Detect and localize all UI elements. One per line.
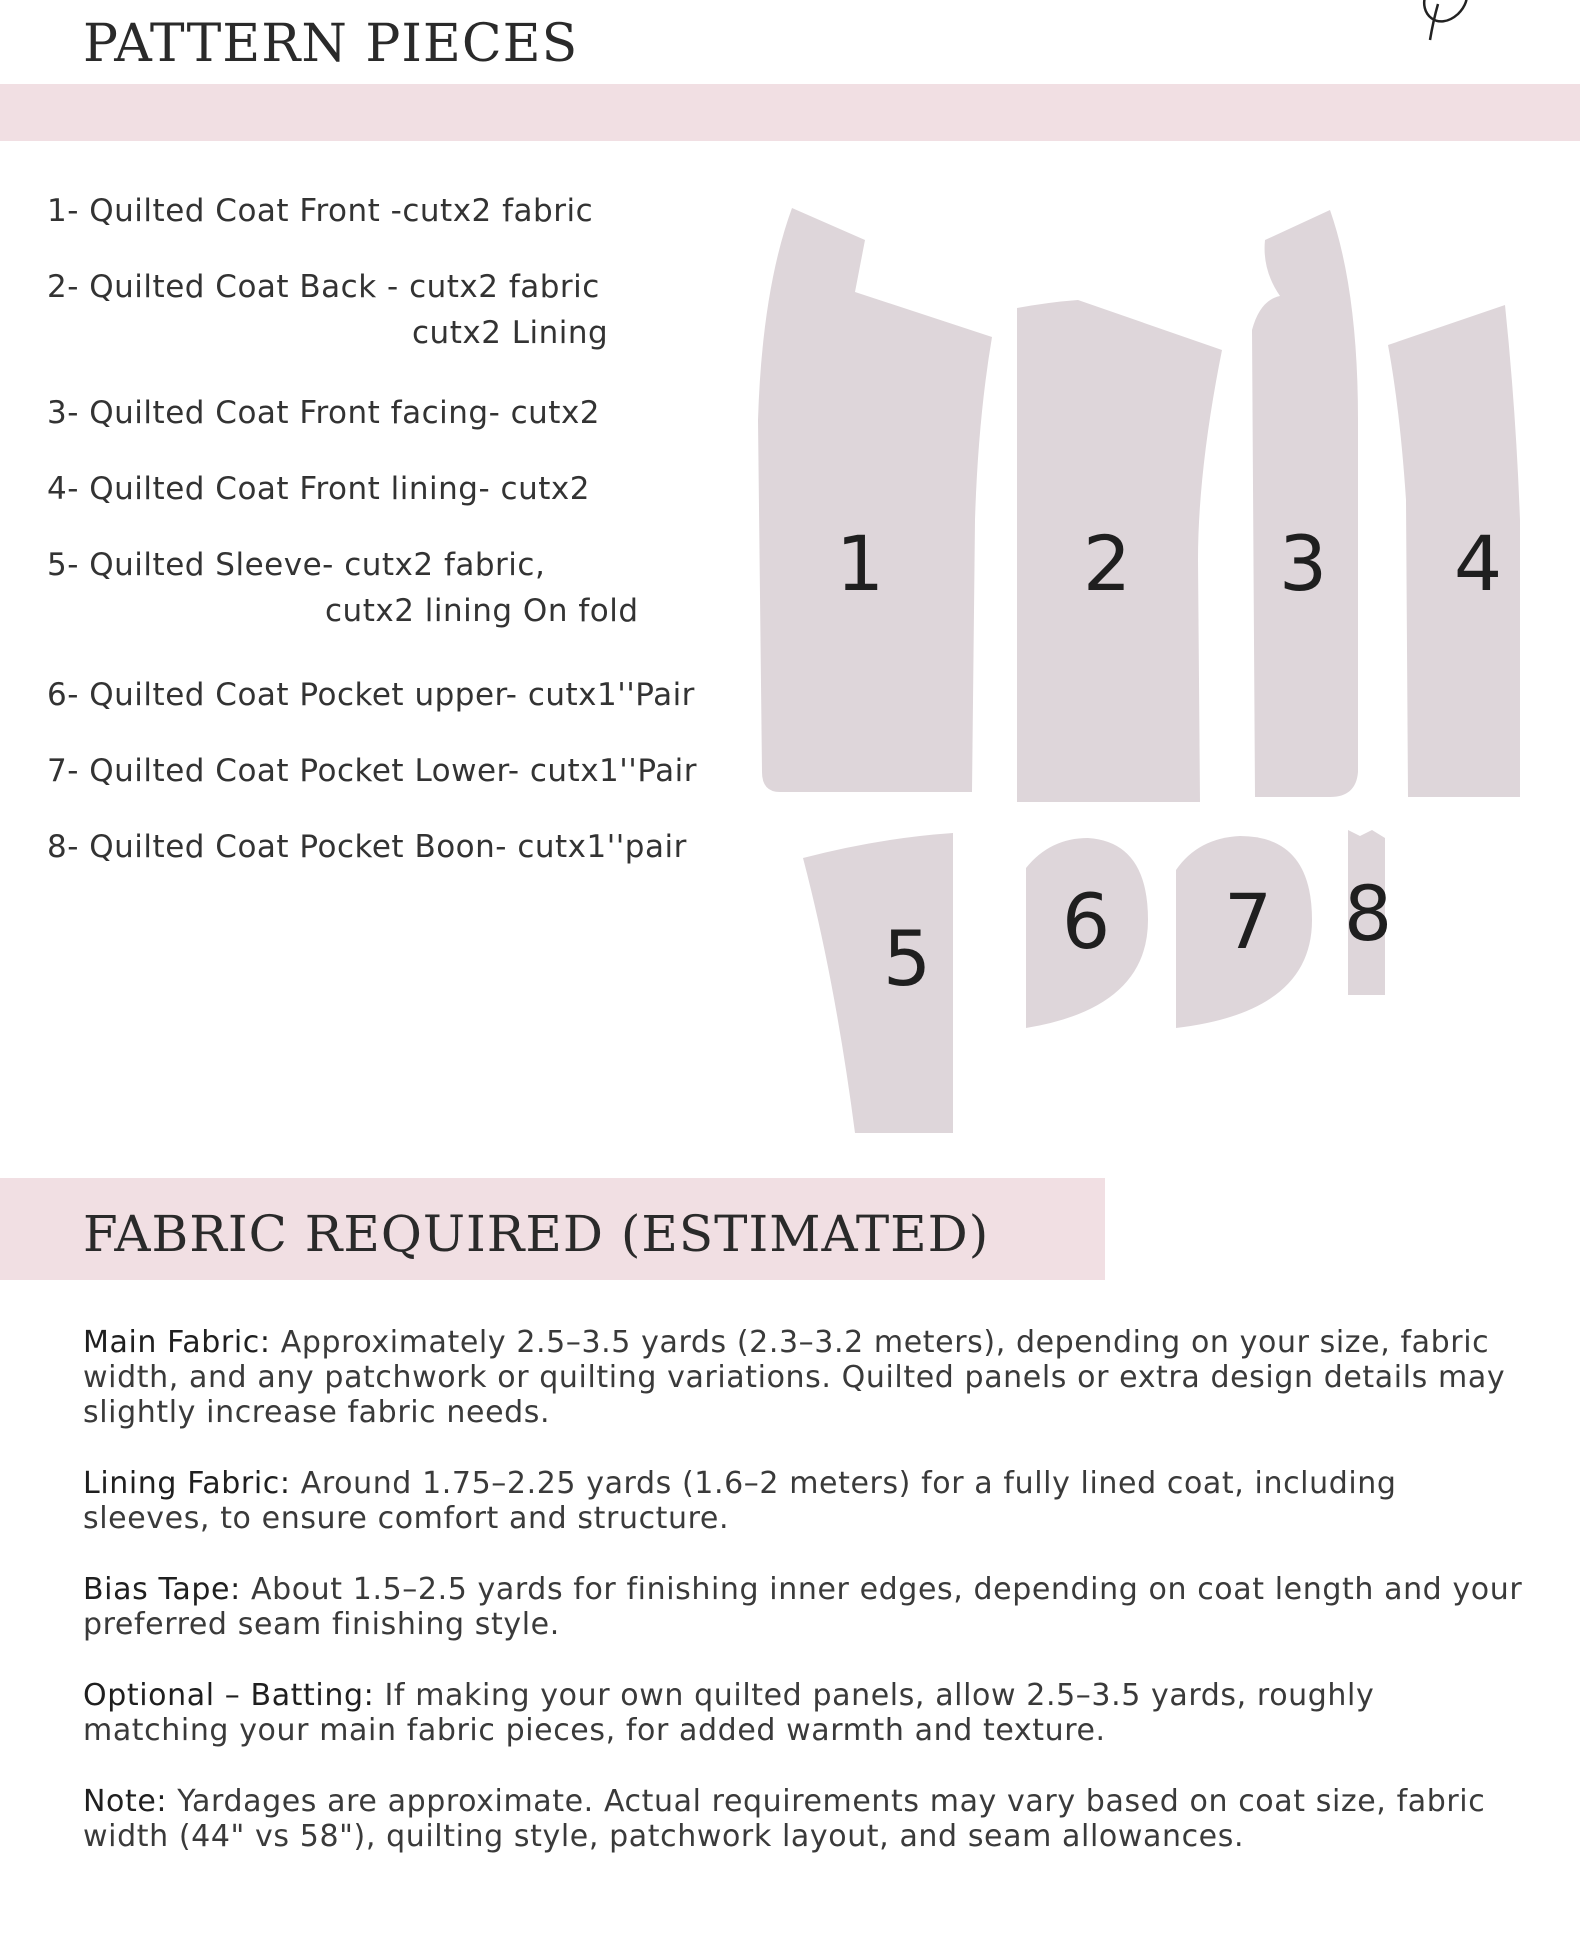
list-item: [47, 821, 747, 873]
note-label: Optional – Batting:: [83, 1678, 375, 1713]
pattern-pieces-diagram: [740, 195, 1520, 1140]
list-item: [47, 185, 747, 237]
list-item: [47, 463, 747, 515]
note-lining-fabric: [83, 1466, 1523, 1536]
piece-number-8: 8: [1343, 869, 1393, 958]
note-yardage-disclaimer: [83, 1784, 1523, 1854]
list-item: [47, 745, 747, 797]
list-item: [47, 261, 747, 365]
note-text: Around 1.75–2.25 yards (1.6–2 meters) for a fully lined coat, including sleeves, to ensure comfort and structure.: [83, 1466, 1397, 1536]
piece-label: 8- Quilted Coat Pocket Boon- cutx1''pair: [47, 829, 687, 865]
piece-number-2: 2: [1082, 519, 1132, 608]
piece-number-5: 5: [882, 914, 932, 1003]
pattern-piece-3: [1252, 210, 1358, 797]
logo-flourish-icon: [1408, 0, 1478, 44]
note-text: Yardages are approximate. Actual requirements may vary based on coat size, fabric width (44" vs 58"), quilting style, patchwork layout, and seam allowances.: [83, 1784, 1486, 1854]
header-divider-band: [0, 84, 1580, 141]
note-text: About 1.5–2.5 yards for finishing inner edges, depending on coat length and your preferred seam finishing style.: [83, 1572, 1523, 1642]
pattern-piece-1: [758, 208, 992, 792]
note-label: Bias Tape:: [83, 1572, 241, 1607]
list-item: [47, 387, 747, 439]
piece-sublabel: cutx2 Lining: [412, 315, 609, 351]
piece-label: 7- Quilted Coat Pocket Lower- cutx1''Pair: [47, 753, 697, 789]
piece-label: 1- Quilted Coat Front -cutx2 fabric: [47, 193, 594, 229]
piece-number-6: 6: [1061, 877, 1111, 966]
piece-label: 4- Quilted Coat Front lining- cutx2: [47, 471, 590, 507]
note-label: Lining Fabric:: [83, 1466, 291, 1501]
piece-number-1: 1: [835, 519, 885, 608]
note-label: Note:: [83, 1784, 168, 1819]
pattern-piece-list: [47, 185, 747, 873]
section-title-fabric-required: FABRIC REQUIRED (ESTIMATED): [83, 1205, 990, 1263]
piece-label: 3- Quilted Coat Front facing- cutx2: [47, 395, 601, 431]
note-label: Main Fabric:: [83, 1325, 271, 1360]
piece-number-4: 4: [1453, 519, 1503, 608]
piece-label: 6- Quilted Coat Pocket upper- cutx1''Pair: [47, 677, 695, 713]
note-text: If making your own quilted panels, allow 2.5–3.5 yards, roughly matching your main fabric pieces, for added warmth and texture.: [83, 1678, 1375, 1748]
piece-label: 5- Quilted Sleeve- cutx2 fabric,: [47, 547, 546, 583]
list-item: [47, 539, 747, 643]
note-batting: [83, 1678, 1523, 1748]
list-item: [47, 669, 747, 721]
note-main-fabric: [83, 1325, 1523, 1430]
fabric-requirements: [83, 1325, 1523, 1890]
piece-sublabel: cutx2 lining On fold: [325, 593, 639, 629]
page-title: PATTERN PIECES: [83, 14, 579, 74]
piece-number-7: 7: [1223, 877, 1273, 966]
piece-number-3: 3: [1278, 519, 1328, 608]
note-text: Approximately 2.5–3.5 yards (2.3–3.2 meters), depending on your size, fabric width, and any patchwork or quilting variations. Quilted panels or extra design details may slightly increase fabric needs.: [83, 1325, 1506, 1430]
note-bias-tape: [83, 1572, 1523, 1642]
piece-label: 2- Quilted Coat Back - cutx2 fabric: [47, 269, 600, 305]
